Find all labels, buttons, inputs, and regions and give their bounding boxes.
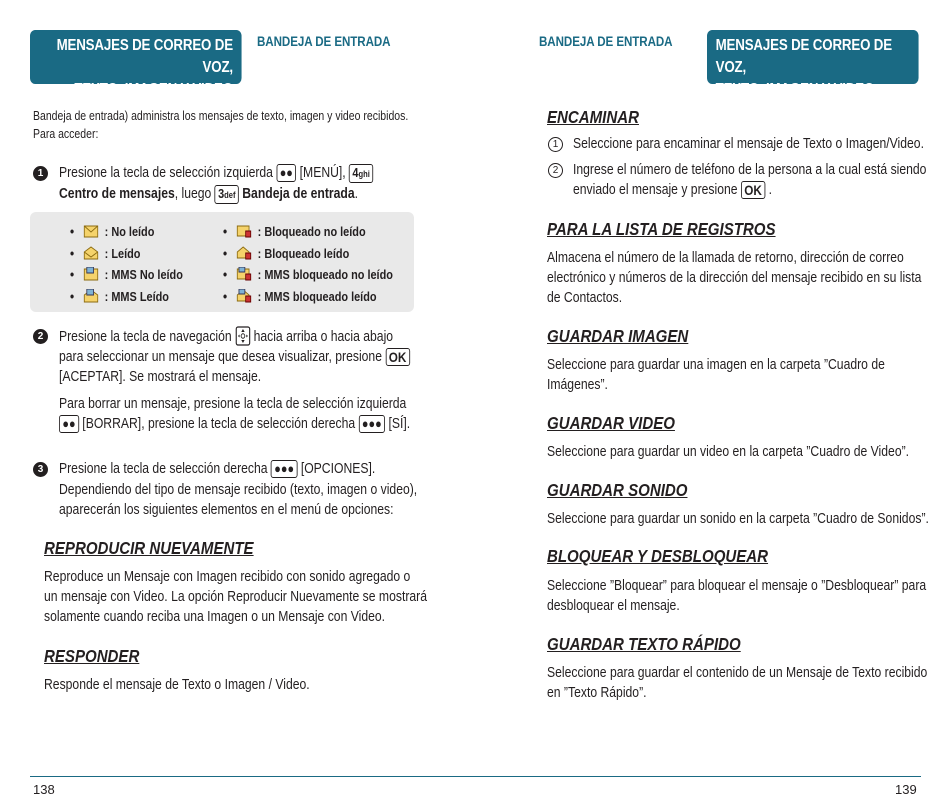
chapter-title-line-2: TEXTO, IMAGEN Y VIDEO [715,81,875,98]
navigation-key-icon [235,326,250,346]
step-1-text-a: Presione la tecla de selección izquierda [59,165,273,181]
subheading-responder: RESPONDER [44,646,140,666]
imagen-line-1: Seleccione para guardar una imagen en la carpeta ”Cuadro de [547,357,885,373]
subheading-encaminar: ENCAMINAR [547,107,639,127]
encaminar-step-1-text: Seleccione para encaminar el mensaje de Texto o Imagen/Video. [573,136,924,152]
key-4-digit: 4 [352,164,359,180]
legend-label: : Bloqueado leído [257,246,350,261]
step-1-text-d: , luego [174,186,212,202]
video-line-1: Seleccione para guardar un video en la carpeta ”Cuadro de Video”. [547,444,910,460]
key-3-letters: def [224,189,236,200]
bloquear-line-2: desbloquear el mensaje. [547,598,680,614]
ok-key-icon: OK [741,181,765,199]
intro-line-2: Para acceder: [33,127,99,141]
page-number: 139 [895,782,917,797]
lista-line-1: Almacena el número de la llamada de retorno, dirección de correo [547,250,904,266]
bullet: • [223,288,228,304]
step-2-line-2 [59,347,410,368]
legend-item [70,266,183,282]
subheading-lista: PARA LA LISTA DE REGISTROS [547,219,776,239]
legend-label: : MMS bloqueado no leído [257,267,393,282]
chapter-title-box [707,30,919,98]
subheading-reproducir: REPRODUCIR NUEVAMENTE [44,538,254,558]
ok-key-icon: OK [385,348,409,366]
imagen-line-2: Imágenes”. [547,377,608,393]
legend-item [70,223,154,239]
legend-item [223,288,377,304]
footer-rule [30,776,475,777]
reproducir-line-2: un mensaje con Video. La opción Reproducir Nuevamente se mostrará [44,589,427,605]
step-2-delete-yes: [SÍ]. [388,416,411,432]
subheading-video: GUARDAR VIDEO [547,413,675,433]
legend-item [70,245,140,261]
bullet: • [223,245,228,261]
section-heading: BANDEJA DE ENTRADA [539,34,673,49]
step-2-text-c: para seleccionar un mensaje que desea visualizar, presione [59,349,382,365]
bullet: • [70,266,75,282]
envelope-closed-icon [83,224,98,238]
legend-item [223,245,349,261]
step-2-line-3: [ACEPTAR]. Se mostrará el mensaje. [59,369,262,385]
lista-line-3: de Contactos. [547,290,623,306]
bullet: • [70,245,75,261]
step-3-text-a: Presione la tecla de selección derecha [59,461,268,477]
encaminar-step-2-line-2 [573,180,772,201]
legend-label: : Leído [104,246,141,261]
chapter-title-line-1: MENSAJES DE CORREO DE VOZ, [715,37,892,76]
step-2-delete-text: [BORRAR], presione la tecla de selección derecha [82,416,356,432]
legend-label: : No leído [104,224,155,239]
step-1-text-b: [MENÚ], [299,165,346,181]
footer-rule [475,776,921,777]
step-2-text-a: Presione la tecla de navegación [59,329,232,345]
page-number: 138 [33,782,55,797]
subheading-imagen: GUARDAR IMAGEN [547,326,689,346]
legend-item [223,223,366,239]
right-softkey-icon: ●●● [271,460,298,478]
bloquear-line-1: Seleccione ”Bloquear” para bloquear el mensaje o ”Desbloquear” para [547,578,927,594]
step-3-number: 3 [33,462,48,477]
step-1-number: 1 [33,166,48,181]
encaminar-step-2-end: . [768,182,773,198]
encaminar-step-1-number: 1 [548,137,563,152]
bullet: • [70,288,75,304]
step-3-text-b: [OPCIONES]. [300,461,376,477]
legend-label: : MMS No leído [104,267,183,282]
key-4-icon [349,164,373,183]
legend-item [223,266,393,282]
step-2-text-b: hacia arriba o hacia abajo [253,329,394,345]
mms-read-icon [83,289,98,303]
encaminar-step-2-text: enviado el mensaje y presione [573,182,738,198]
step-3-line-1 [59,459,375,480]
subheading-bloquear: BLOQUEAR Y DESBLOQUEAR [547,546,769,566]
legend-item [70,288,169,304]
step-2-line-1 [59,326,393,348]
envelope-open-icon [83,246,98,260]
encaminar-step-2-line-1: Ingrese el número de teléfono de la persona a la cual está siendo [573,162,927,178]
right-page [475,0,950,812]
step-1-text-e: Bandeja de entrada [242,186,355,202]
sonido-line-1: Seleccione para guardar un sonido en la carpeta ”Cuadro de Sonidos”. [547,511,929,527]
step-1-text-c: Centro de mensajes [59,186,175,202]
step-1-text-f: . [354,186,359,202]
intro-line-1: Bandeja de entrada) administra los mensajes de texto, imagen y video recibidos. [33,109,409,123]
step-1-line-1 [59,163,373,184]
left-softkey-icon: ●● [276,164,296,182]
mms-unread-icon [83,267,98,281]
chapter-title-box [30,30,242,98]
rapido-line-1: Seleccione para guardar el contenido de un Mensaje de Texto recibido [547,665,928,681]
bullet: • [70,223,75,239]
reproducir-line-3: solamente cuando reciba una Imagen o un Mensaje con Video. [44,609,386,625]
key-3-icon [215,185,239,204]
chapter-title-line-2: TEXTO, IMAGEN Y VIDEO [74,81,233,98]
bullet: • [223,266,228,282]
step-2-delete-line-1: Para borrar un mensaje, presione la tecla de selección izquierda [59,396,407,412]
mms-locked-read-icon [236,289,251,303]
step-3-line-3: aparecerán los siguientes elementos en el menú de opciones: [59,502,394,518]
bullet: • [223,223,228,239]
lista-line-2: electrónico y números de la dirección del mensaje recibido en su lista [547,270,922,286]
reproducir-line-1: Reproduce un Mensaje con Imagen recibido con sonido agregado o [44,569,411,585]
locked-unread-icon [236,224,251,238]
key-4-letters: ghi [358,168,370,179]
legend-label: : MMS Leído [104,289,169,304]
subheading-texto-rapido: GUARDAR TEXTO RÁPIDO [547,634,741,654]
locked-read-icon [236,246,251,260]
key-3-digit: 3 [218,185,225,201]
step-1-line-2 [59,184,358,205]
subheading-sonido: GUARDAR SONIDO [547,480,688,500]
legend-label: : Bloqueado no leído [257,224,366,239]
legend-label: : MMS bloqueado leído [257,289,377,304]
icon-legend [30,212,414,312]
step-2-delete-line-2 [59,414,410,435]
responder-line-1: Responde el mensaje de Texto o Imagen / Video. [44,677,310,693]
rapido-line-2: en ”Texto Rápido”. [547,685,647,701]
chapter-title-line-1: MENSAJES DE CORREO DE VOZ, [56,37,233,76]
step-2-number: 2 [33,329,48,344]
step-3-line-2: Dependiendo del tipo de mensaje recibido (texto, imagen o video), [59,482,418,498]
section-heading: BANDEJA DE ENTRADA [257,34,391,49]
encaminar-step-2-number: 2 [548,163,563,178]
left-softkey-icon: ●● [59,415,79,433]
right-softkey-icon: ●●● [359,415,386,433]
mms-locked-unread-icon [236,267,251,281]
